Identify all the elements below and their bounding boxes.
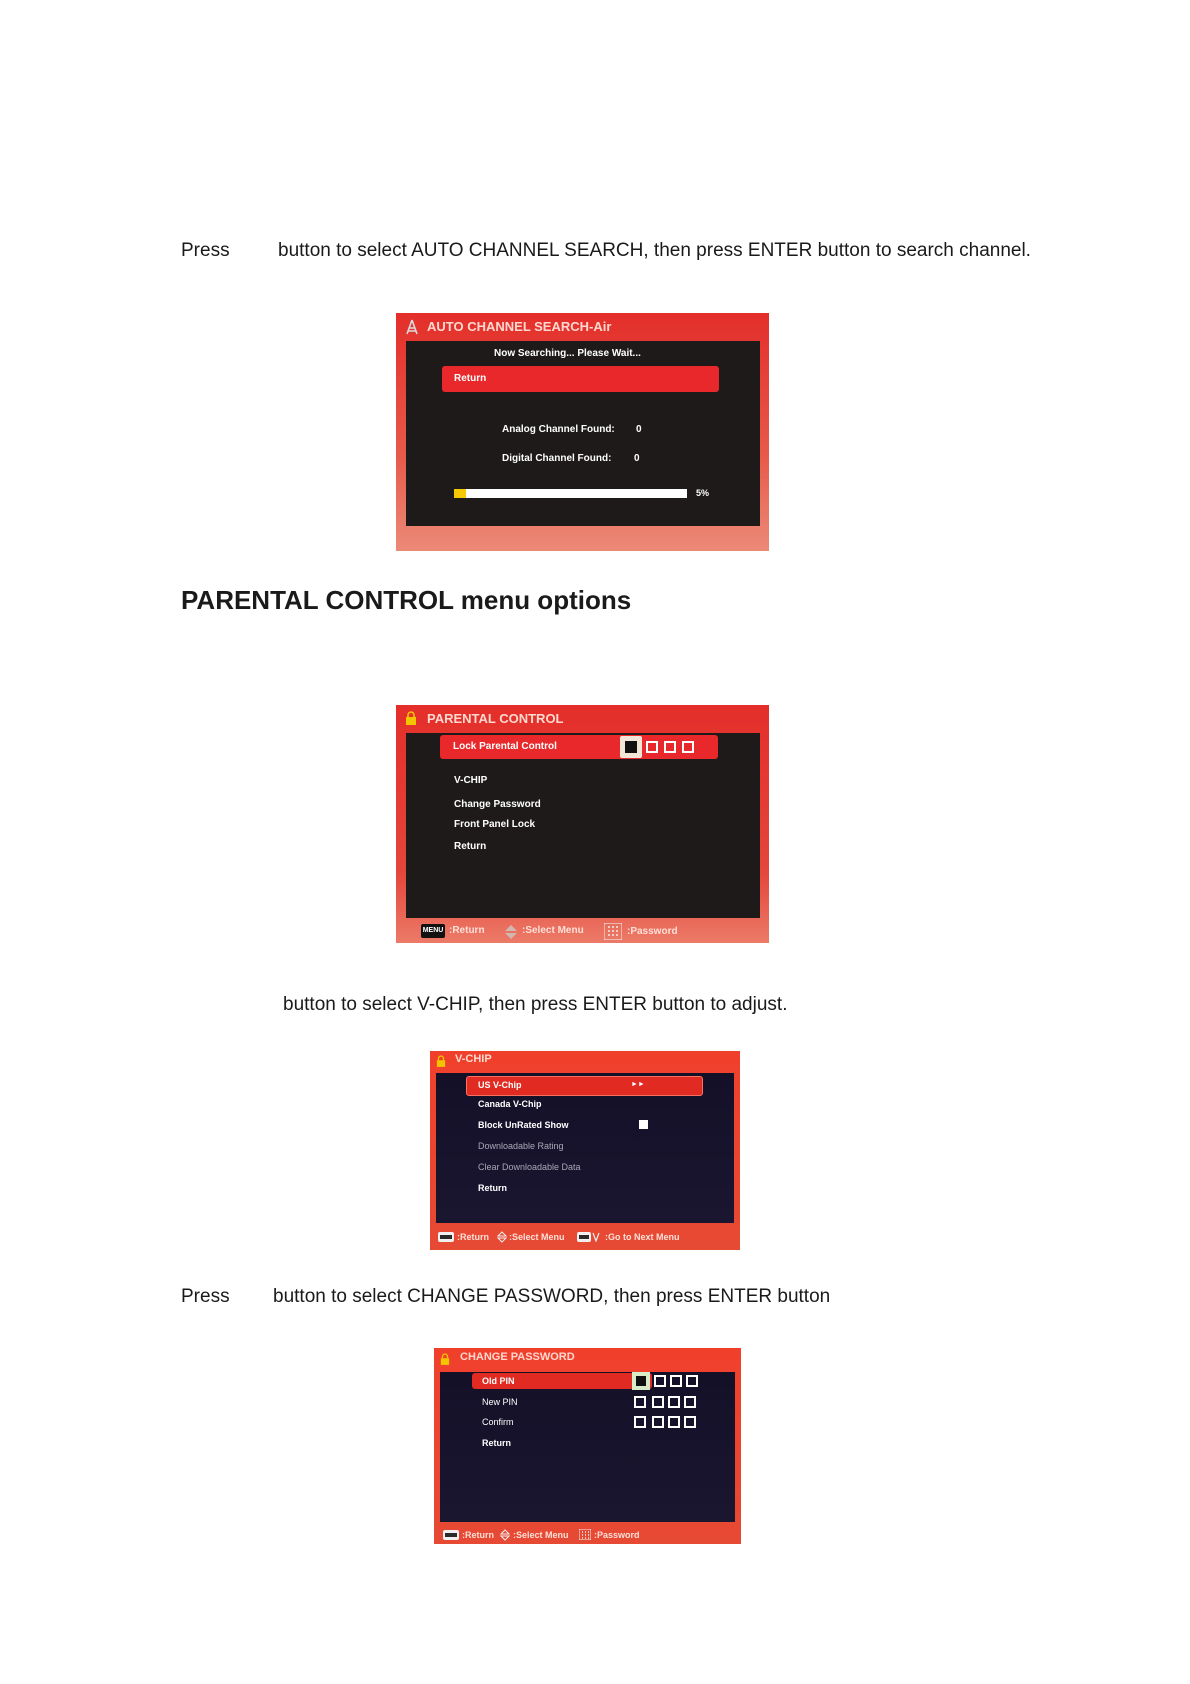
pin-box (686, 1375, 698, 1387)
lock-icon (436, 1055, 446, 1068)
pin-box (636, 1376, 646, 1386)
up-down-icon (497, 1231, 507, 1243)
pin-box (646, 741, 658, 753)
menu-item-block-unrated-show[interactable]: Block UnRated Show (478, 1120, 569, 1130)
up-down-icon (500, 1529, 510, 1541)
pin-box (664, 741, 676, 753)
menu-key: MENU (421, 924, 445, 938)
menu-item-clear-downloadable-data[interactable]: Clear Downloadable Data (478, 1162, 581, 1172)
searching-status: Now Searching... Please Wait... (494, 348, 641, 359)
menu-item-old-pin[interactable] (472, 1373, 652, 1389)
lock-parental-control-label: Lock Parental Control (453, 741, 557, 752)
auto-search-title: AUTO CHANNEL SEARCH-Air (427, 319, 612, 334)
auto-search-panel (406, 341, 760, 526)
us-v-chip-label: US V-Chip (478, 1080, 522, 1090)
return-label: Return (454, 373, 487, 384)
pin-box (668, 1416, 680, 1428)
search-progress-fill (454, 489, 466, 498)
menu-key-icon (438, 1232, 454, 1242)
change-password-screenshot (434, 1348, 741, 1544)
footer-return: :Return (457, 1232, 489, 1242)
parental-title: PARENTAL CONTROL (427, 711, 564, 726)
pin-box (670, 1375, 682, 1387)
pin-boxes[interactable] (620, 736, 716, 758)
v-chip-title: V-CHIP (455, 1053, 492, 1065)
old-pin-label: Old PIN (482, 1376, 515, 1386)
analog-found-value: 0 (636, 424, 642, 435)
digital-found-label: Digital Channel Found: (502, 453, 612, 464)
footer-select-menu: :Select Menu (522, 925, 584, 936)
footer-password: :Password (627, 926, 678, 937)
pin-box (634, 1416, 646, 1428)
confirm-pin-boxes[interactable] (632, 1414, 702, 1430)
menu-item-us-v-chip[interactable] (466, 1076, 703, 1096)
pin-box (654, 1375, 666, 1387)
menu-item-change-password[interactable]: Change Password (454, 799, 541, 810)
analog-found-label: Analog Channel Found: (502, 424, 615, 435)
pin-box (652, 1396, 664, 1408)
footer-password: :Password (594, 1530, 640, 1540)
keypad-icon (579, 1529, 591, 1540)
change-password-panel (440, 1372, 735, 1522)
menu-item-return[interactable]: Return (478, 1183, 507, 1193)
menu-item-return[interactable]: Return (454, 841, 487, 852)
instruction-1-text: button to select AUTO CHANNEL SEARCH, then press ENTER button to search channel. (278, 240, 1031, 261)
change-password-title: CHANGE PASSWORD (460, 1351, 575, 1363)
return-button[interactable] (442, 366, 719, 392)
lock-icon (440, 1353, 450, 1366)
pin-box (625, 741, 637, 753)
menu-item-return[interactable]: Return (482, 1438, 511, 1448)
up-down-icon (504, 924, 518, 940)
us-v-chip-arrow: ►► (631, 1081, 645, 1088)
footer-go-to-next-menu: :Go to Next Menu (605, 1232, 680, 1242)
lock-icon (405, 711, 417, 726)
instruction-1-press: Press (181, 240, 230, 261)
digital-found-value: 0 (634, 453, 640, 464)
enter-key-icon (577, 1232, 601, 1242)
menu-item-v-chip[interactable]: V-CHIP (454, 775, 488, 786)
footer-select-menu: :Select Menu (509, 1232, 565, 1242)
instruction-3 (181, 1286, 230, 1308)
instruction-3-press: Press (181, 1286, 230, 1307)
instruction-3-text: button to select CHANGE PASSWORD, then press ENTER button (273, 1286, 831, 1307)
pin-box (684, 1416, 696, 1428)
old-pin-boxes[interactable] (632, 1372, 702, 1390)
progress-percent: 5% (696, 488, 710, 498)
instruction-2-text: button to select V-CHIP, then press ENTER button to adjust. (283, 994, 788, 1015)
parental-control-screenshot (396, 705, 769, 943)
pin-box (684, 1396, 696, 1408)
menu-item-downloadable-rating[interactable]: Downloadable Rating (478, 1141, 564, 1151)
block-unrated-checkbox[interactable] (639, 1120, 648, 1129)
v-chip-screenshot (430, 1051, 740, 1250)
pin-box (682, 741, 694, 753)
pin-box (652, 1416, 664, 1428)
parental-panel (406, 733, 760, 918)
menu-item-confirm[interactable]: Confirm (482, 1417, 514, 1427)
search-progress-bar (454, 489, 687, 498)
menu-item-front-panel-lock[interactable]: Front Panel Lock (454, 819, 536, 830)
menu-key-icon (443, 1530, 459, 1540)
pin-box (668, 1396, 680, 1408)
auto-channel-search-screenshot (396, 313, 769, 551)
menu-item-new-pin[interactable]: New PIN (482, 1397, 518, 1407)
v-chip-panel (436, 1073, 734, 1223)
menu-item-canada-v-chip[interactable]: Canada V-Chip (478, 1099, 542, 1109)
antenna-icon (405, 319, 419, 335)
footer-select-menu: :Select Menu (513, 1530, 569, 1540)
instruction-1 (181, 240, 230, 262)
footer-return: :Return (449, 925, 485, 936)
keypad-icon (604, 923, 622, 940)
pin-box (634, 1396, 646, 1408)
section-heading: PARENTAL CONTROL menu options (181, 585, 632, 615)
menu-item-lock-parental-control[interactable] (440, 735, 718, 759)
new-pin-boxes[interactable] (632, 1394, 702, 1410)
footer-return: :Return (462, 1530, 494, 1540)
